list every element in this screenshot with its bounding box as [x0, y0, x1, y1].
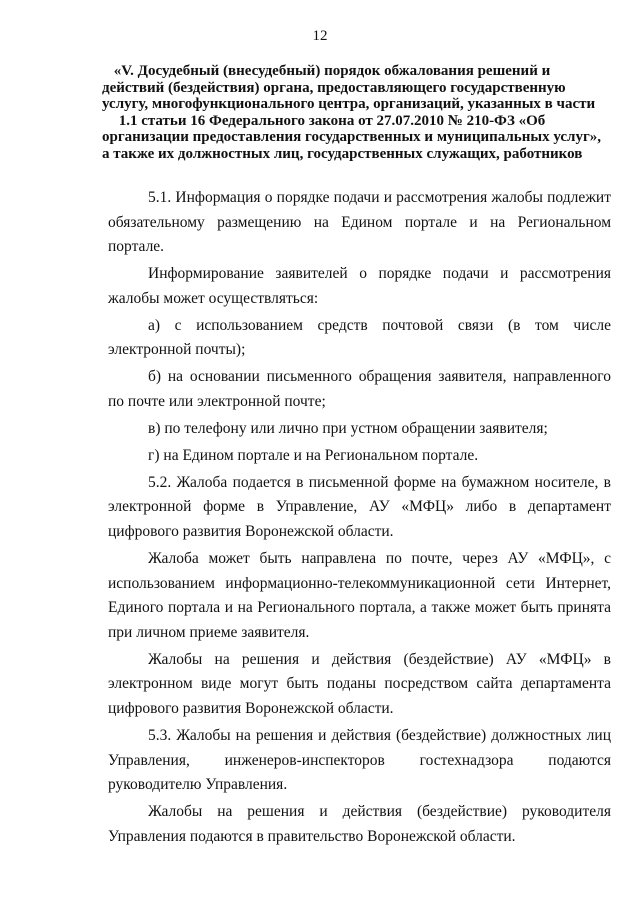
- paragraph-complaint-channels: Жалоба может быть направлена по почте, через АУ «МФЦ», с использованием информационно-телекоммуникационной сети Интернет, Единого портала и на Регионального портала, а также может быть принята при личном приеме заявителя.: [108, 550, 611, 641]
- heading-line: а также их должностных лиц, государственных служащих, работников: [102, 145, 583, 162]
- list-item-b: б) на основании письменного обращения заявителя, направленного по почте или электронной почте;: [108, 368, 611, 410]
- heading-line: действий (бездействия) органа, предоставляющего государственную: [102, 79, 566, 96]
- list-item-v: в) по телефону или лично при устном обращении заявителя;: [148, 419, 548, 437]
- paragraph-informing: Информирование заявителей о порядке подачи и рассмотрения жалобы может осуществляться:: [108, 265, 611, 307]
- paragraph-head-complaints: Жалобы на решения и действия (бездействие) руководителя Управления подаются в правительство Воронежской области.: [108, 803, 611, 845]
- paragraph-mfc-complaints: Жалобы на решения и действия (бездействие) АУ «МФЦ» в электронном виде могут быть поданы посредством сайта департамента цифрового развития Воронежской области.: [108, 650, 611, 717]
- heading-line: «V. Досудебный (внесудебный) порядок обжалования решений и: [113, 63, 551, 79]
- list-item-a: а) с использованием средств почтовой связи (в том числе электронной почты);: [108, 316, 611, 359]
- section-heading: [102, 63, 602, 163]
- paragraph-5-2: 5.2. Жалоба подается в письменной форме на бумажном носителе, в электронной форме в Управление, АУ «МФЦ» либо в департамент цифрового развития Воронежской области.: [108, 473, 611, 541]
- heading-line: услугу, многофункционального центра, организаций, указанных в части: [102, 96, 596, 113]
- list-item-g: г) на Едином портале и на Региональном портале.: [148, 446, 479, 464]
- paragraph-5-1: 5.1. Информация о порядке подачи и рассмотрения жалобы подлежит обязательному размещению на Едином портале и на Региональном портале.: [108, 189, 611, 256]
- heading-line: 1.1 статьи 16 Федерального закона от 27.07.2010 № 210-ФЗ «Об: [118, 112, 546, 129]
- document-body: [108, 186, 611, 849]
- page-number: 12: [312, 28, 328, 44]
- paragraph-5-3: 5.3. Жалобы на решения и действия (бездействие) должностных лиц Управления, инженеров-инспекторов гостехнадзора подаются руководителю Управления.: [108, 726, 611, 794]
- heading-line: организации предоставления государственных и муниципальных услуг»,: [102, 129, 602, 146]
